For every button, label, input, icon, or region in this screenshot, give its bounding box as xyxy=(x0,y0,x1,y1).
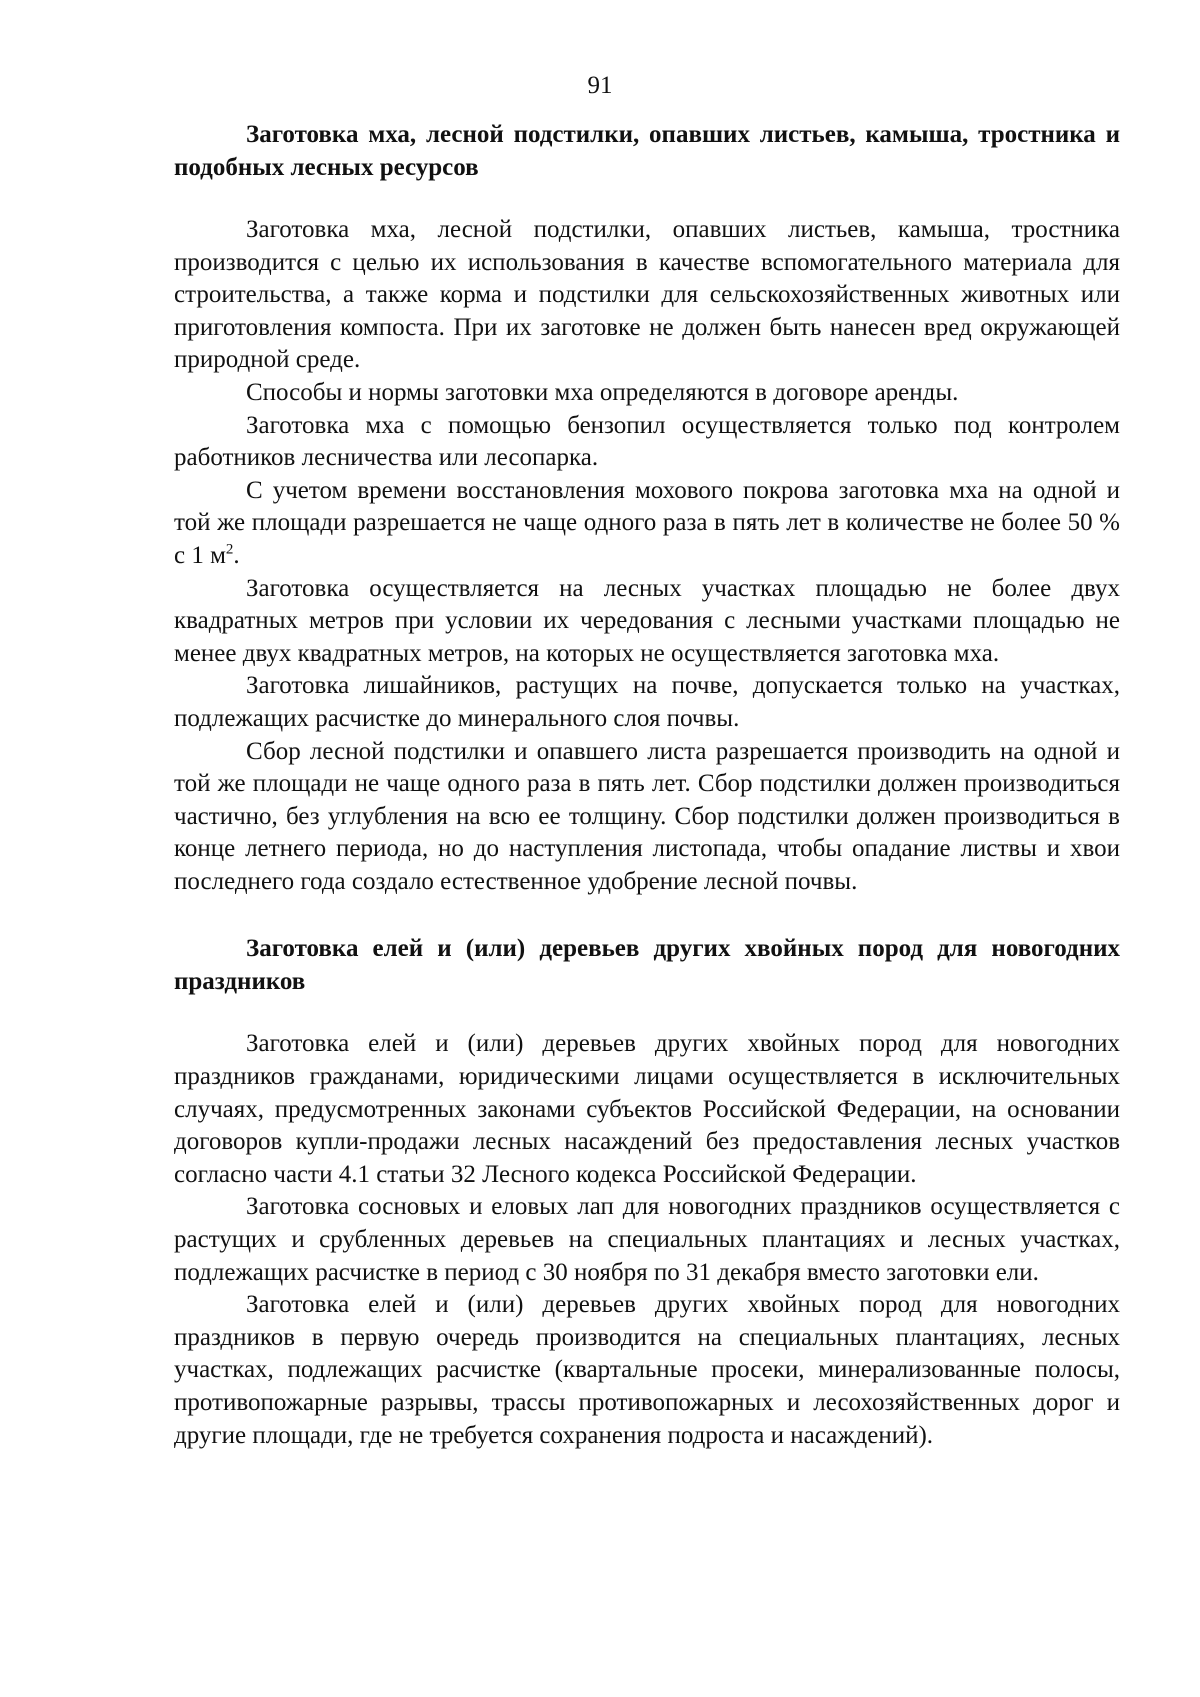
moss-recovery-text: С учетом времени восстановления мохового покрова заготовка мха на одной и той же площади разрешается не чаще одного раза в пять лет в количестве не более 50 % с 1 м xyxy=(174,476,1120,569)
section-heading-new-year-trees: Заготовка елей и (или) деревьев других хвойных пород для новогодних праздников xyxy=(174,935,1120,996)
paragraph: Способы и нормы заготовки мха определяются в договоре аренды. xyxy=(246,378,959,406)
paragraph: Заготовка мха с помощью бензопил осуществляется только под контролем работников лесничества или лесопарка. xyxy=(174,411,1120,472)
page-content xyxy=(174,118,1120,1452)
square-meter-superscript: 2 xyxy=(225,541,234,558)
paragraph: Заготовка мха, лесной подстилки, опавших листьев, камыша, тростника производится с целью их использования в качестве вспомогательного материала для строительства, а также корма и подстилки для сельскохозяйственных животных или приготовления компоста. При их заготовке не должен быть нанесен вред окружающей природной среде. xyxy=(174,216,1120,374)
section-heading-moss: Заготовка мха, лесной подстилки, опавших листьев, камыша, тростника и подобных лесных ресурсов xyxy=(174,121,1120,181)
paragraph: Заготовка елей и (или) деревьев других хвойных пород для новогодних праздников гражданами, юридическими лицами осуществляется в исключительных случаях, предусмотренных законами субъектов Российской Федерации, на основании договоров купли-продажи лесных насаждений без предоставления лесных участков согласно части 4.1 статьи 32 Лесного кодекса Российской Федерации. xyxy=(174,1030,1120,1188)
paragraph: Заготовка сосновых и еловых лап для новогодних праздников осуществляется с растущих и срубленных деревьев на специальных плантациях и лесных участках, подлежащих расчистке в период с 30 ноября по 31 декабря вместо заготовки ели. xyxy=(174,1193,1120,1286)
paragraph: Заготовка осуществляется на лесных участках площадью не более двух квадратных метров при условии их чередования с лесными участками площадью не менее двух квадратных метров, на которых не осуществляется заготовка мха. xyxy=(174,574,1120,667)
paragraph: Заготовка елей и (или) деревьев других хвойных пород для новогодних праздников в первую очередь производится на специальных плантациях, лесных участках, подлежащих расчистке (квартальные просеки, минерализованные полосы, противопожарные разрывы, трассы противопожарных и лесохозяйственных дорог и другие площади, где не требуется сохранения подроста и насаждений). xyxy=(174,1291,1120,1449)
paragraph: Заготовка лишайников, растущих на почве, допускается только на участках, подлежащих расчистке до минерального слоя почвы. xyxy=(174,672,1120,732)
page-number: 91 xyxy=(587,72,613,99)
moss-recovery-end: . xyxy=(233,541,240,569)
paragraph: Сбор лесной подстилки и опавшего листа разрешается производить на одной и той же площади не чаще одного раза в пять лет. Сбор подстилки должен производиться частично, без углубления на всю ее толщину. Сбор подстилки должен производиться в конце летнего периода, но до наступления листопада, чтобы опадание листвы и хвои последнего года создало естественное удобрение лесной почвы. xyxy=(174,737,1120,895)
paragraph-moss-recovery xyxy=(174,475,1120,573)
